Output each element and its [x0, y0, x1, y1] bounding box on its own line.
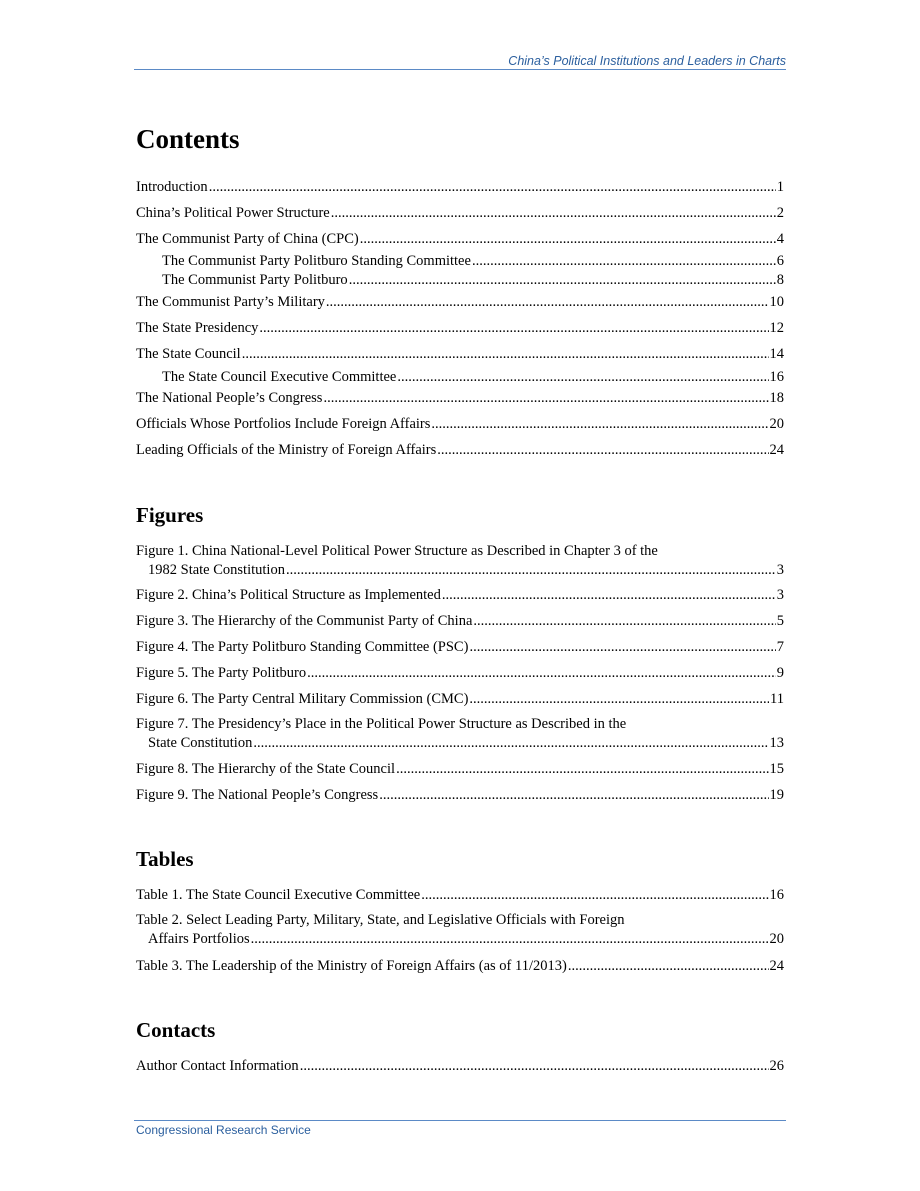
tables-heading: Tables [136, 847, 194, 871]
table-entry-label: Affairs Portfolios [148, 931, 250, 947]
toc-entry-label: The National People’s Congress [136, 390, 323, 406]
toc-entry-page: 12 [769, 320, 784, 336]
dot-leader [259, 319, 768, 338]
toc-entry-presidency[interactable] [136, 319, 784, 338]
toc-entry-label: The Communist Party’s Military [136, 294, 325, 310]
dot-leader [331, 204, 776, 223]
toc-entry-page: 4 [776, 231, 784, 247]
table-entry-label: Table 3. The Leadership of the Ministry of Foreign Affairs (as of 11/2013) [136, 958, 567, 974]
figure-entry-label: Figure 3. The Hierarchy of the Communist Party of China [136, 613, 473, 629]
dot-leader [473, 612, 775, 631]
running-header: China’s Political Institutions and Leaders in Charts [508, 54, 786, 68]
toc-entry-executive-committee[interactable] [162, 368, 784, 387]
figure-entry-label: Figure 8. The Hierarchy of the State Council [136, 761, 396, 777]
toc-entry-page: 14 [769, 346, 784, 362]
figure-entry-9[interactable] [136, 786, 784, 805]
figure-entry-label: Figure 4. The Party Politburo Standing Committee (PSC) [136, 639, 469, 655]
figure-entry-page: 5 [776, 613, 784, 629]
figure-entry-page: 11 [770, 691, 784, 707]
figure-entry-6[interactable] [136, 690, 784, 709]
table-entry-label: Table 1. The State Council Executive Committee [136, 887, 421, 903]
dot-leader [326, 293, 769, 312]
toc-entry-introduction[interactable] [136, 178, 784, 197]
dot-leader [349, 271, 776, 290]
dot-leader [251, 930, 769, 949]
dot-leader [421, 886, 768, 905]
figure-entry-label: Figure 2. China’s Political Structure as Implemented [136, 587, 441, 603]
contact-entry-page: 26 [769, 1058, 784, 1074]
toc-entry-page: 24 [769, 442, 784, 458]
contents-heading: Contents [136, 124, 240, 154]
toc-entry-page: 10 [769, 294, 784, 310]
figure-entry-4[interactable] [136, 638, 784, 657]
figure-entry-label: Figure 5. The Party Politburo [136, 665, 307, 681]
dot-leader [396, 760, 768, 779]
toc-entry-power-structure[interactable] [136, 204, 784, 223]
figure-entry-label: Figure 6. The Party Central Military Commission (CMC) [136, 691, 469, 707]
toc-entry-label: China’s Political Power Structure [136, 205, 330, 221]
dot-leader [469, 638, 775, 657]
contact-entry-label: Author Contact Information [136, 1058, 299, 1074]
figure-entry-page: 13 [769, 735, 784, 751]
figure-entry-label: State Constitution [148, 735, 253, 751]
table-entry-page: 20 [769, 931, 784, 947]
dot-leader [286, 561, 776, 580]
dot-leader [307, 664, 776, 683]
figure-entry-title-line: Figure 7. The Presidency’s Place in the Political Power Structure as Described in the [136, 716, 627, 732]
figure-entry-page: 19 [769, 787, 784, 803]
figure-entry-page: 3 [776, 562, 784, 578]
toc-entry-page: 20 [769, 416, 784, 432]
table-entry-title-line: Table 2. Select Leading Party, Military, State, and Legislative Officials with Foreign [136, 912, 625, 928]
dot-leader [300, 1057, 769, 1076]
toc-entry-state-council[interactable] [136, 345, 784, 364]
dot-leader [568, 957, 769, 976]
toc-entry-label: The Communist Party of China (CPC) [136, 231, 359, 247]
dot-leader [469, 690, 769, 709]
toc-entry-label: The Communist Party Politburo [162, 272, 348, 288]
dot-leader [472, 252, 776, 271]
figure-entry-page: 9 [776, 665, 784, 681]
dot-leader [253, 734, 768, 753]
toc-entry-label: Officials Whose Portfolios Include Foreign Affairs [136, 416, 431, 432]
dot-leader [442, 586, 776, 605]
figure-entry-3[interactable] [136, 612, 784, 631]
toc-entry-cpc[interactable] [136, 230, 784, 249]
toc-entry-page: 16 [769, 369, 784, 385]
dot-leader [360, 230, 776, 249]
figure-entry-page: 7 [776, 639, 784, 655]
toc-entry-label: The Communist Party Politburo Standing Committee [162, 253, 471, 269]
toc-entry-label: Introduction [136, 179, 208, 195]
dot-leader [379, 786, 768, 805]
contacts-heading: Contacts [136, 1018, 216, 1042]
contact-entry-author[interactable] [136, 1057, 784, 1076]
figure-entry-page: 3 [776, 587, 784, 603]
dot-leader [209, 178, 776, 197]
header-rule [134, 69, 786, 70]
toc-entry-page: 1 [776, 179, 784, 195]
toc-entry-military[interactable] [136, 293, 784, 312]
table-entry-1[interactable] [136, 886, 784, 905]
toc-entry-label: The State Council Executive Committee [162, 369, 397, 385]
toc-entry-page: 2 [776, 205, 784, 221]
figure-entry-5[interactable] [136, 664, 784, 683]
dot-leader [431, 415, 768, 434]
dot-leader [242, 345, 769, 364]
dot-leader [437, 441, 768, 460]
toc-entry-politburo[interactable] [162, 271, 784, 290]
figures-heading: Figures [136, 503, 204, 527]
toc-entry-npc[interactable] [136, 389, 784, 408]
dot-leader [397, 368, 768, 387]
figure-entry-7[interactable] [136, 715, 784, 753]
figure-entry-8[interactable] [136, 760, 784, 779]
toc-entry-label: The State Presidency [136, 320, 259, 336]
figure-entry-2[interactable] [136, 586, 784, 605]
figure-entry-title-line: Figure 1. China National-Level Political Power Structure as Described in Chapter 3 of the [136, 543, 658, 559]
figure-entry-page: 15 [769, 761, 784, 777]
toc-entry-page: 18 [769, 390, 784, 406]
table-entry-3[interactable] [136, 957, 784, 976]
toc-entry-page: 6 [776, 253, 784, 269]
footer-rule [134, 1120, 786, 1121]
toc-entry-label: The State Council [136, 346, 241, 362]
toc-entry-page: 8 [776, 272, 784, 288]
running-footer: Congressional Research Service [136, 1123, 311, 1137]
figure-entry-label: Figure 9. The National People’s Congress [136, 787, 379, 803]
toc-entry-psc[interactable] [162, 252, 784, 271]
figure-entry-label: 1982 State Constitution [148, 562, 285, 578]
figure-entry-1[interactable] [136, 542, 784, 580]
toc-entry-label: Leading Officials of the Ministry of Foreign Affairs [136, 442, 437, 458]
table-entry-page: 24 [769, 958, 784, 974]
table-entry-2[interactable] [136, 911, 784, 949]
table-entry-page: 16 [769, 887, 784, 903]
toc-entry-foreign-affairs-officials[interactable] [136, 415, 784, 434]
toc-entry-mfa-officials[interactable] [136, 441, 784, 460]
dot-leader [323, 389, 768, 408]
